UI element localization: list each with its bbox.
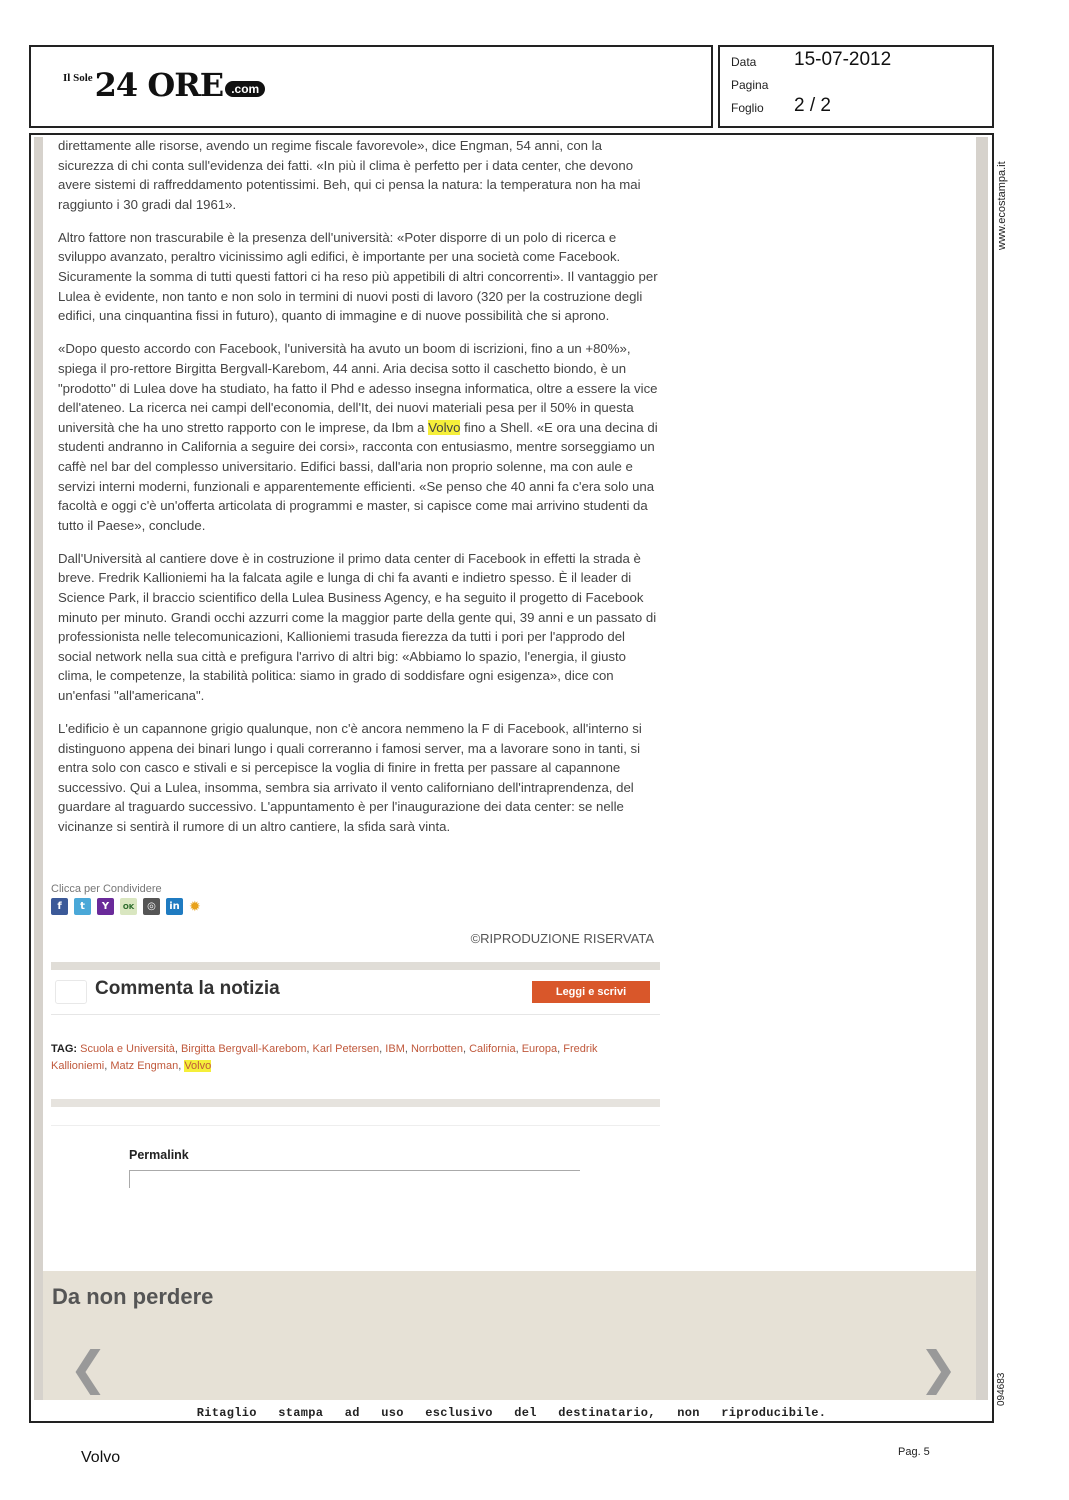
- section-divider: [51, 1099, 660, 1107]
- data-label: Data: [731, 55, 757, 69]
- site-url: www.ecostampa.it: [996, 161, 1008, 250]
- paragraph-text: fino a Shell. «E ora una decina di studenti andranno in California a seguire dei corsi», racconta con entusiasmo, mentre sorseggiamo un caffè nel bar del complesso universitario. Edifici bassi, dall'aria non proprio solenne, ma con aule e servizi interni moderni, funzionali e apparentemente efficienti. «Se penso che 40 anni fa c'era solo una facoltà e oggi c'è un'offerta articolata di programmi e master, si capisce come mai arrivino studenti da tutto il Paese», conclude.: [58, 419, 658, 533]
- tag-link[interactable]: IBM: [385, 1043, 405, 1055]
- oknotizie-icon[interactable]: OK: [120, 898, 137, 915]
- tag-link[interactable]: Matz Engman: [110, 1060, 179, 1072]
- logo-suffix: .com: [225, 81, 265, 97]
- logo-prefix: Il Sole: [63, 72, 93, 84]
- facebook-icon[interactable]: f: [51, 898, 68, 915]
- article-body: [58, 136, 658, 850]
- panel-title: Da non perdere: [52, 1284, 214, 1309]
- tag-link[interactable]: California: [469, 1043, 516, 1055]
- left-margin-strip: [34, 137, 43, 1400]
- divider-line: [51, 1125, 660, 1126]
- more-icon[interactable]: ✹: [189, 898, 201, 914]
- tag-link[interactable]: Karl Petersen: [312, 1043, 380, 1055]
- tag-link[interactable]: Fredrik Kallioniemi: [51, 1043, 598, 1072]
- tag-link[interactable]: Europa: [521, 1043, 558, 1055]
- paragraph-text: «Dopo questo accordo con Facebook, l'università ha avuto un boom di iscrizioni, fino a un +80%», spiega il pro-rettore Birgitta Bergvall-Karebom, 44 anni. Aria decisa sotto il caschetto biondo, è un "prodotto" di Lulea dove ha studiato, ha fatto il Phd e adesso insegna informatica, oltre a essere la vice dell'ateneo. La ricerca nei campi dell'economia, dell'It, dei nuovi materiali pesa per il 50% in questa università che ha uno stretto rapporto con le imprese, da Ibm a: [58, 341, 658, 435]
- yahoo-icon[interactable]: Y: [97, 898, 114, 915]
- speech-bubble-icon: [55, 980, 87, 1004]
- pagina-label: Pagina: [731, 78, 769, 92]
- share-icons: [51, 898, 201, 915]
- page-number: Pag. 5: [898, 1446, 930, 1458]
- side-site-label: [996, 150, 1010, 250]
- copyright-notice: ©RIPRODUZIONE RISERVATA: [470, 931, 654, 946]
- comment-divider: [51, 962, 660, 970]
- article-paragraph: L'edificio è un capannone grigio qualunque, non c'è ancora nemmeno la F di Facebook, all'interno si distinguono appena dei binari lungo i quali correranno i famosi server, ma a lavorare sono in tanti, si entra solo con casco e stivali e si percepisce la voglia di finire in fretta per passare al capannone successivo. Qui a Lulea, insomma, sembra sia arrivato il vento californiano dell'intraprendenza, del guardare al traguardo successivo. L'appuntamento è per l'inaugurazione dei data center: se nelle vicinanze si sentirà il rumore di un altro cantiere, la sfida sarà vinta.: [58, 721, 642, 834]
- data-value: 15-07-2012: [794, 49, 892, 70]
- linkedin-icon[interactable]: in: [166, 898, 183, 915]
- logo: [63, 66, 265, 104]
- clipping-code: 094683: [996, 1372, 1007, 1406]
- clipping-notice: Ritaglio stampa ad uso esclusivo del destinatario, non riproducibile.: [196, 1406, 827, 1420]
- google-icon[interactable]: ◎: [143, 898, 160, 915]
- chevron-right-icon[interactable]: ❯: [919, 1341, 958, 1395]
- read-and-write-button[interactable]: Leggi e scrivi: [532, 981, 650, 1003]
- tag-link[interactable]: Scuola e Università: [80, 1043, 175, 1055]
- logo-main: 24 ORE: [94, 66, 224, 104]
- article-paragraph: Dall'Università al cantiere dove è in costruzione il primo data center di Facebook in effetti la strada è breve. Fredrik Kallioniemi ha la falcata agile e lunga di chi fa avanti e indietro spesso. È il leader di Science Park, il braccio scientifico della Lulea Business Agency, e ha seguito il progetto di Facebook minuto per minuto. Grandi occhi azzurri come la maggior parte della gente qui, 39 anni e un passato di professionista nelle telecomunicazioni, Kallioniemi trasuda fierezza da tutti i pori per l'approdo del social network nella sua città e prefigura l'arrivo di altri big: «Abbiamo lo spazio, l'energia, il giusto clima, le competenze, la stabilità politica: siamo in grado di soddisfare ogni esigenza», dice con un'enfasi "all'americana".: [58, 550, 657, 703]
- article-paragraph: Altro fattore non trascurabile è la presenza dell'università: «Poter disporre di un polo di ricerca e sviluppo avanzato, peraltro vicinissimo agli edifici, è importante per una società come Facebook. Sicuramente la somma di tutti questi fattori ci ha reso più appetibili di altri concorrenti». Il vantaggio per Lulea è evidente, non tanto e non solo in termini di nuovi posti di lavoro (320 per la costruzione degli edifici, una cinquantina fissi in futuro), quanto di immagine e di nuove possibilità che si aprono.: [58, 229, 658, 324]
- permalink-field[interactable]: [129, 1170, 580, 1188]
- highlighted-keyword: Volvo: [428, 419, 461, 435]
- comment-section: [51, 970, 660, 1015]
- share-label: Clicca per Condividere: [51, 883, 162, 895]
- tag-link[interactable]: Norrbotten: [410, 1043, 463, 1055]
- side-code-label: [996, 1366, 1010, 1406]
- twitter-icon[interactable]: t: [74, 898, 91, 915]
- comment-title: Commenta la notizia: [95, 978, 280, 999]
- foglio-label: Foglio: [731, 101, 764, 115]
- permalink-label: Permalink: [129, 1148, 189, 1162]
- da-non-perdere-panel: [43, 1271, 976, 1400]
- meta-box: [718, 45, 994, 128]
- article-paragraph: direttamente alle risorse, avendo un regime fiscale favorevole», dice Engman, 54 anni, con la sicurezza di chi conta sull'evidenza dei fatti. «In più il clima è perfetto per i data center, che devono avere sistemi di raffreddamento potentissimi. Beh, qui ci pensa la natura: la temperatura non ha mai raggiunto i 30 gradi dal 1961».: [58, 138, 641, 212]
- article-paragraph: [58, 339, 658, 535]
- right-margin-strip: [976, 137, 988, 1400]
- tag-link-highlighted[interactable]: Volvo: [184, 1060, 212, 1072]
- masthead-box: [29, 45, 713, 128]
- chevron-left-icon[interactable]: ❮: [69, 1341, 108, 1395]
- tag-label: TAG:: [51, 1043, 78, 1055]
- tag-list: TAG: Scuola e Università, Birgitta Bergvall-Karebom, Karl Petersen, IBM, Norrbotten, California, Europa, Fredrik Kallioniemi, Matz Engman, Volvo: [51, 1043, 598, 1072]
- tag-link[interactable]: Birgitta Bergvall-Karebom: [181, 1043, 307, 1055]
- foglio-value: 2 / 2: [794, 95, 831, 116]
- keyword-footer: Volvo: [81, 1449, 121, 1466]
